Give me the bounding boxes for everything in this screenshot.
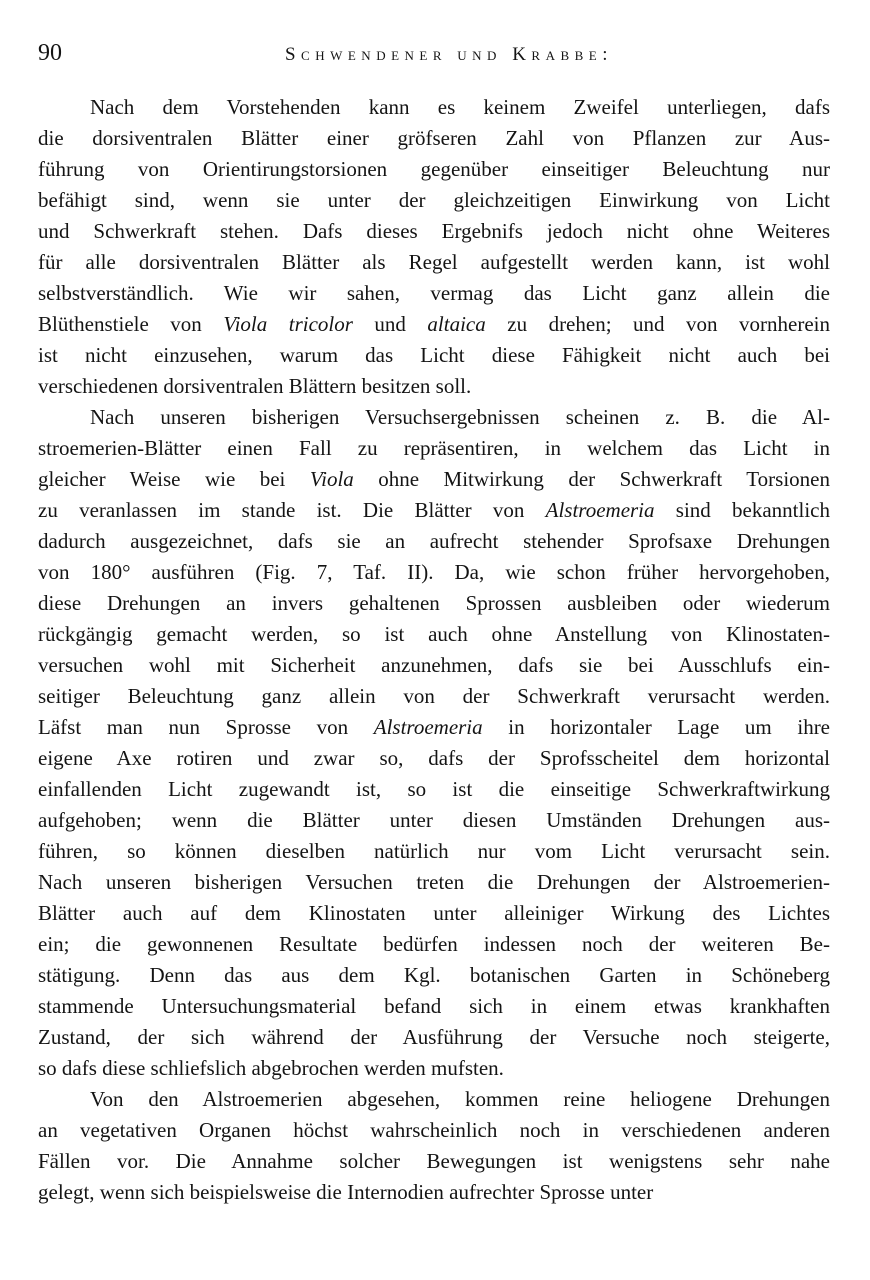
text-segment: selbstverständlich. Wie wir sahen, vermag das Licht ganz allein die (38, 281, 830, 305)
text-segment: sind bekanntlich (654, 498, 830, 522)
text-segment: Zustand, der sich während der Ausführung der Versuche noch steigerte, (38, 1025, 830, 1049)
text-line (38, 340, 830, 371)
text-line (38, 557, 830, 588)
italic-species-name: Alstroemeria (545, 498, 655, 522)
text-line (38, 309, 830, 340)
text-segment: aufgehoben; wenn die Blätter unter diesen Umständen Drehungen aus- (38, 808, 830, 832)
text-line (38, 216, 830, 247)
text-segment: ohne Mitwirkung der Schwerkraft Torsionen (353, 467, 830, 491)
text-line (38, 154, 830, 185)
text-segment: stätigung. Denn das aus dem Kgl. botanischen Garten in Schöneberg (38, 963, 830, 987)
text-segment: Blüthenstiele von (38, 312, 224, 336)
text-line (38, 433, 830, 464)
text-segment: Fällen vor. Die Annahme solcher Bewegungen ist wenigstens sehr nahe (38, 1149, 830, 1173)
text-segment: Blätter auch auf dem Klinostaten unter alleiniger Wirkung des Lichtes (38, 901, 830, 925)
italic-species-name: Viola (309, 467, 354, 491)
text-segment: gelegt, wenn sich beispielsweise die Internodien aufrechter Sprosse unter (38, 1180, 654, 1204)
italic-species-name: Alstroemeria (373, 715, 483, 739)
text-segment: diese Drehungen an invers gehaltenen Sprossen ausbleiben oder wiederum (38, 591, 830, 615)
text-line (38, 898, 830, 929)
text-line (38, 1177, 830, 1208)
text-line (38, 929, 830, 960)
text-line (38, 681, 830, 712)
text-line (38, 1022, 830, 1053)
page-header (38, 40, 830, 70)
text-segment: ist nicht einzusehen, warum das Licht diese Fähigkeit nicht auch bei (38, 343, 830, 367)
text-segment: die dorsiventralen Blätter einer gröfseren Zahl von Pflanzen zur Aus- (38, 126, 830, 150)
text-line (38, 867, 830, 898)
text-line (38, 123, 830, 154)
text-line (38, 1115, 830, 1146)
text-line (38, 712, 830, 743)
text-segment: Läfst man nun Sprosse von (38, 715, 374, 739)
text-line (38, 1084, 830, 1115)
running-head: Schwendener und Krabbe: (284, 44, 614, 65)
text-segment: so dafs diese schliefslich abgebrochen werden mufsten. (38, 1056, 504, 1080)
text-line (38, 185, 830, 216)
text-line (38, 247, 830, 278)
text-segment: eigene Axe rotiren und zwar so, dafs der Sprofsscheitel dem horizontal (38, 746, 830, 770)
text-segment: rückgängig gemacht werden, so ist auch ohne Anstellung von Klinostaten- (38, 622, 830, 646)
text-segment: seitiger Beleuchtung ganz allein von der Schwerkraft verursacht werden. (38, 684, 830, 708)
text-segment: für alle dorsiventralen Blätter als Regel aufgestellt werden kann, ist wohl (38, 250, 830, 274)
paragraph (38, 1084, 830, 1208)
italic-species-name: altaica (427, 312, 486, 336)
text-segment: Nach unseren bisherigen Versuchen treten die Drehungen der Alstroemerien- (38, 870, 830, 894)
text-line (38, 92, 830, 123)
text-segment: einfallenden Licht zugewandt ist, so ist die einseitige Schwerkraftwirkung (38, 777, 830, 801)
paragraph (38, 402, 830, 1084)
text-segment: zu veranlassen im stande ist. Die Blätter von (38, 498, 546, 522)
text-segment: Nach dem Vorstehenden kann es keinem Zweifel unterliegen, dafs (90, 95, 830, 119)
text-line (38, 836, 830, 867)
text-segment: dadurch ausgezeichnet, dafs sie an aufrecht stehender Sprofsaxe Drehungen (38, 529, 830, 553)
text-line (38, 991, 830, 1022)
paragraph (38, 92, 830, 402)
text-segment: in horizontaler Lage um ihre (482, 715, 831, 739)
text-segment: versuchen wohl mit Sicherheit anzunehmen, dafs sie bei Ausschlufs ein- (38, 653, 830, 677)
body-text (38, 92, 830, 1208)
text-line (38, 619, 830, 650)
text-line (38, 805, 830, 836)
text-segment: verschiedenen dorsiventralen Blättern besitzen soll. (38, 374, 472, 398)
text-line (38, 774, 830, 805)
italic-species-name: Viola tricolor (223, 312, 353, 336)
text-line (38, 743, 830, 774)
text-segment: stroemerien-Blätter einen Fall zu repräsentiren, in welchem das Licht in (38, 436, 830, 460)
text-segment: an vegetativen Organen höchst wahrscheinlich noch in verschiedenen anderen (38, 1118, 830, 1142)
text-line (38, 1053, 830, 1084)
text-line (38, 495, 830, 526)
text-segment: Von den Alstroemerien abgesehen, kommen reine heliogene Drehungen (90, 1087, 830, 1111)
text-segment: und Schwerkraft stehen. Dafs dieses Ergebnifs jedoch nicht ohne Weiteres (38, 219, 830, 243)
text-segment: befähigt sind, wenn sie unter der gleichzeitigen Einwirkung von Licht (38, 188, 830, 212)
text-line (38, 278, 830, 309)
text-line (38, 371, 830, 402)
text-line (38, 588, 830, 619)
text-line (38, 1146, 830, 1177)
text-segment: und (352, 312, 428, 336)
text-segment: zu drehen; und von vornherein (485, 312, 830, 336)
text-line (38, 526, 830, 557)
text-segment: führen, so können dieselben natürlich nur vom Licht verursacht sein. (38, 839, 830, 863)
text-line (38, 960, 830, 991)
text-segment: führung von Orientirungstorsionen gegenüber einseitiger Beleuchtung nur (38, 157, 830, 181)
text-line (38, 650, 830, 681)
page-number: 90 (38, 40, 62, 66)
text-segment: gleicher Weise wie bei (38, 467, 310, 491)
text-segment: Nach unseren bisherigen Versuchsergebnissen scheinen z. B. die Al- (90, 405, 830, 429)
text-segment: stammende Untersuchungsmaterial befand sich in einem etwas krankhaften (38, 994, 830, 1018)
text-segment: ein; die gewonnenen Resultate bedürfen indessen noch der weiteren Be- (38, 932, 830, 956)
text-line (38, 402, 830, 433)
text-segment: von 180° ausführen (Fig. 7, Taf. II). Da, wie schon früher hervorgehoben, (38, 560, 830, 584)
text-line (38, 464, 830, 495)
